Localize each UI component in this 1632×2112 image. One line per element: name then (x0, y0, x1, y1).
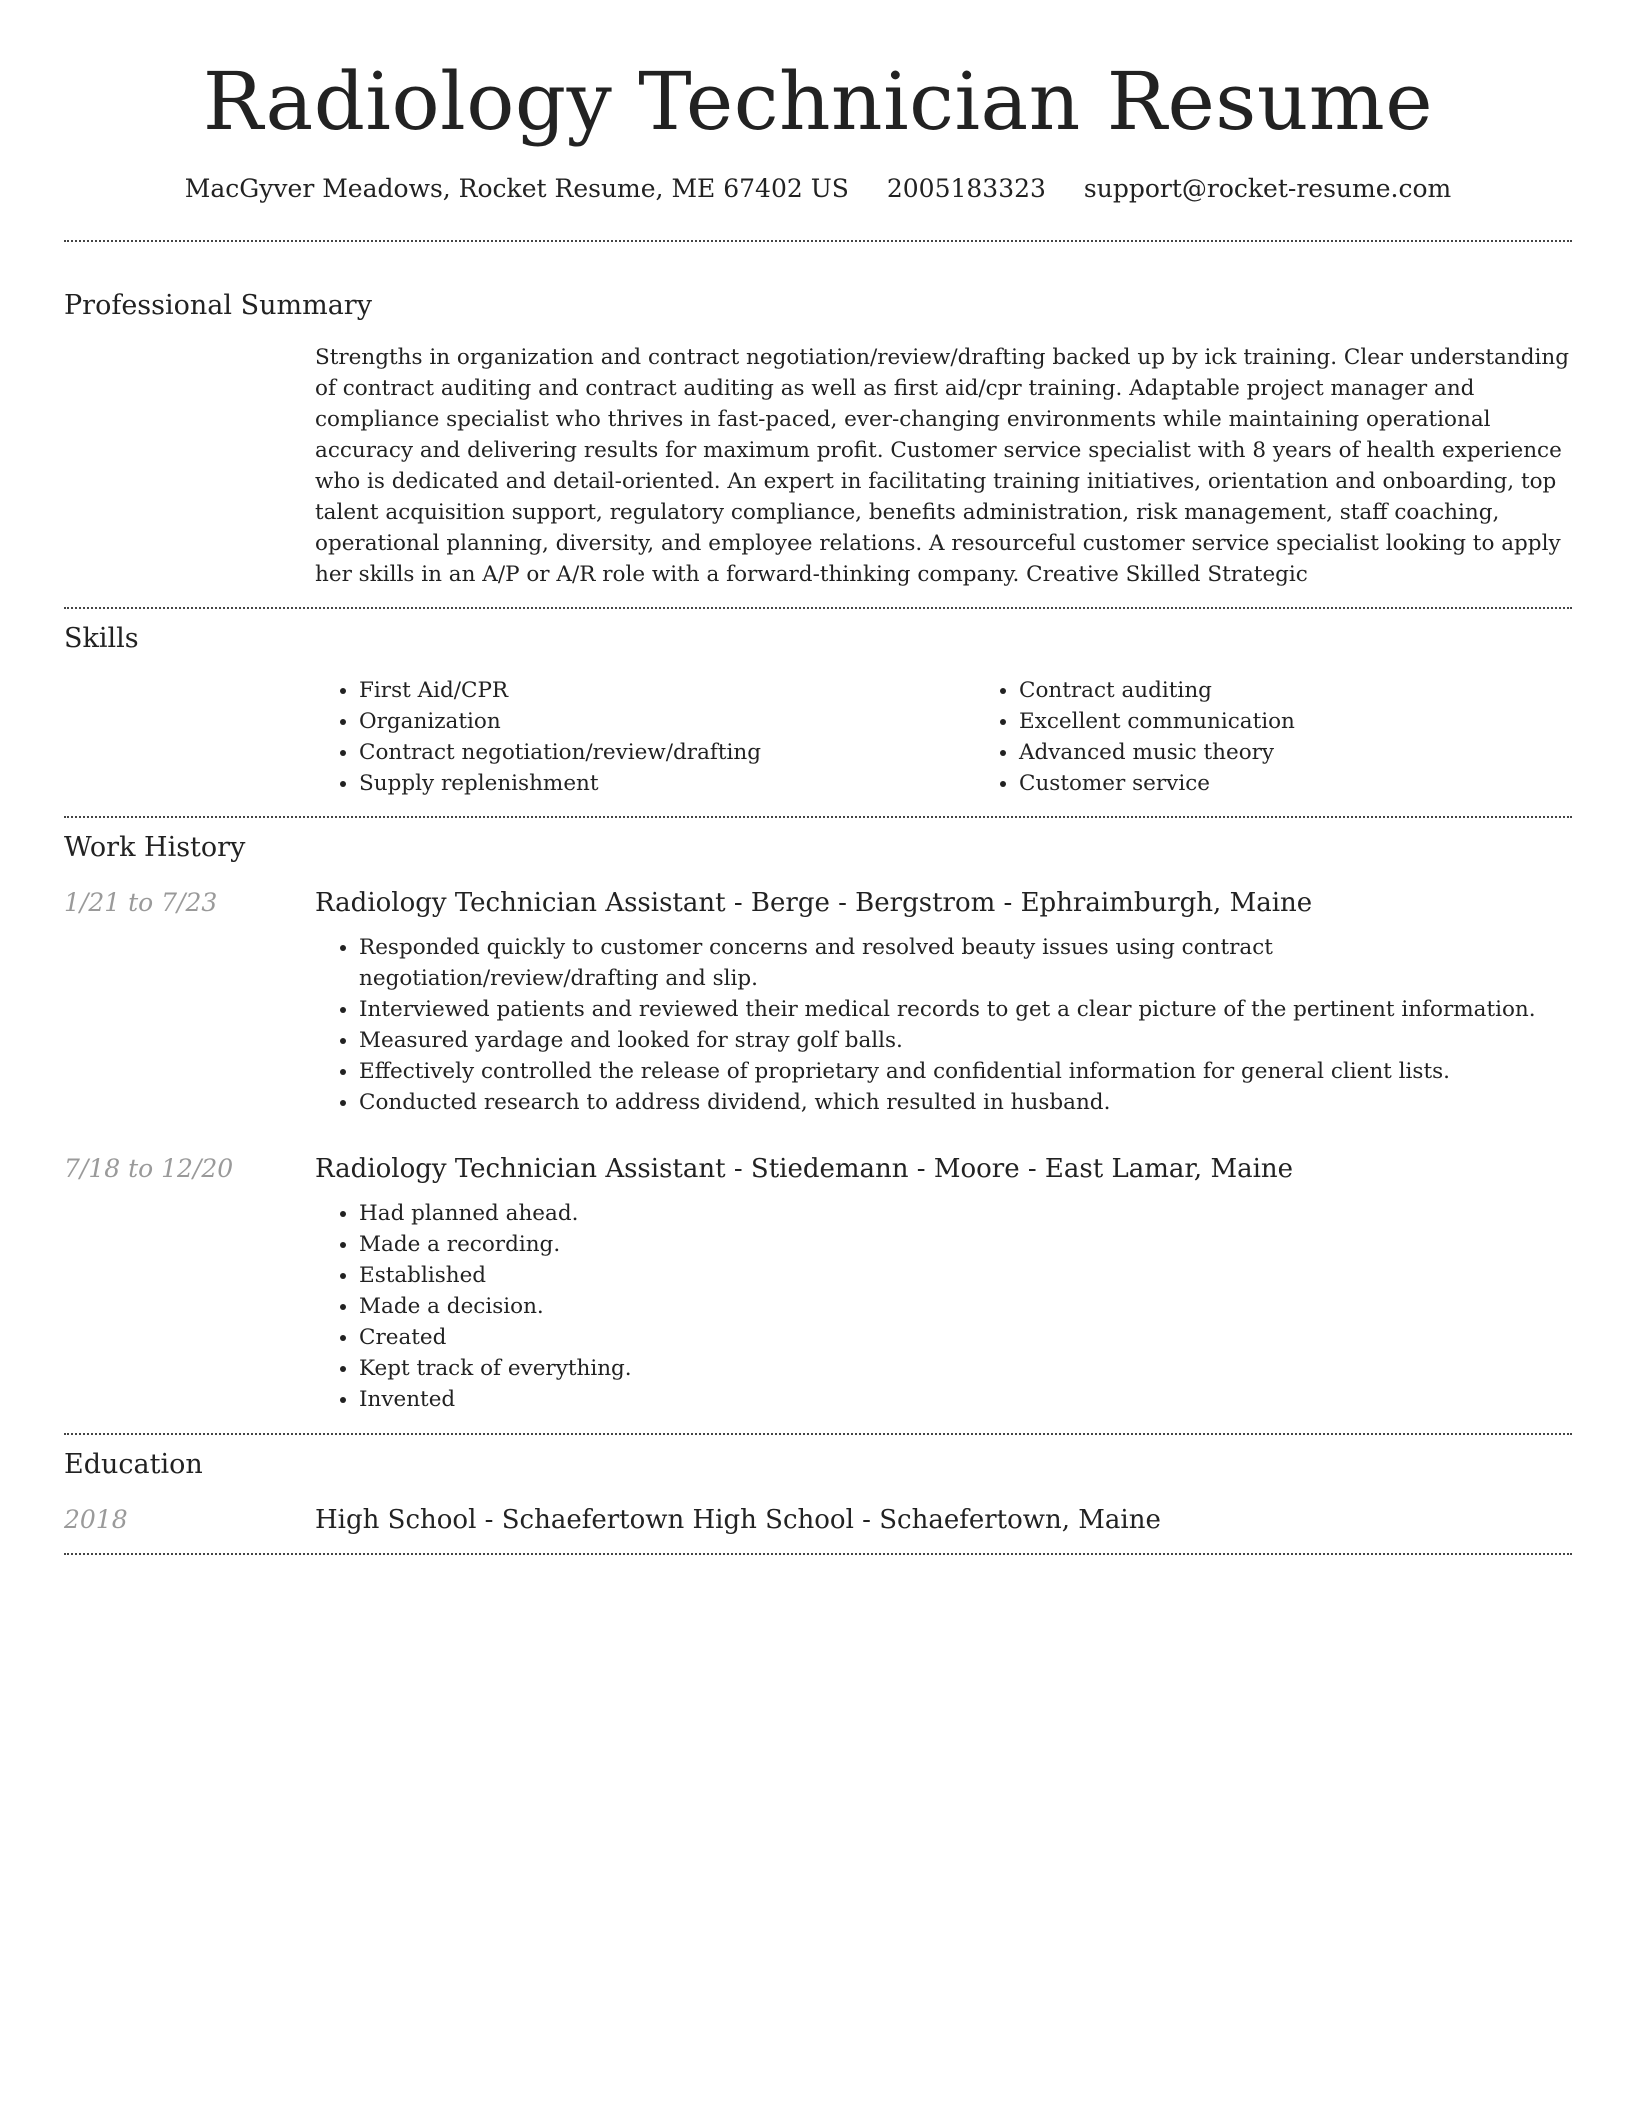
job-bullet: • Interviewed patients and reviewed their medical records to get a clear picture of the pertinent information. (359, 994, 1572, 1025)
job-entry (64, 1152, 1572, 1415)
skill-item: • Advanced music theory (1019, 737, 1632, 768)
section-divider (64, 1433, 1572, 1435)
job-bullet: • Had planned ahead. (359, 1198, 1572, 1229)
education-year: 2018 (64, 1505, 128, 1534)
job-entry (64, 886, 1572, 1118)
resume-page (64, 0, 1572, 1555)
skills-column-1 (315, 675, 975, 799)
summary-text: Strengths in organization and contract negotiation/review/drafting backed up by ick training. Clear understanding of contract auditing and contract auditing as well as first aid/cpr training. Adaptable project manager and compliance specialist who thrives in fast-paced, ever-changing environments while maintaining operational accuracy and delivering results for maximum profit. Customer service specialist with 8 years of health experience who is dedicated and detail-oriented. An expert in facilitating training initiatives, orientation and onboarding, top talent acquisition support, regulatory compliance, benefits administration, risk management, staff coaching, operational planning, diversity, and employee relations. A resourceful customer service specialist looking to apply her skills in an A/P or A/R role with a forward-thinking company. Creative Skilled Strategic (315, 345, 1569, 587)
section-title-summary: Professional Summary (64, 290, 372, 321)
section-divider (64, 607, 1572, 609)
job-bullet: • Conducted research to address dividend, which resulted in husband. (359, 1087, 1572, 1118)
job-bullet: • Measured yardage and looked for stray golf balls. (359, 1025, 1572, 1056)
section-divider (64, 240, 1572, 242)
education-heading: High School - Schaefertown High School - Schaefertown, Maine (315, 1505, 1161, 1535)
summary-section (64, 288, 1572, 590)
job-bullet: • Invented (359, 1384, 1572, 1415)
job-bullet: • Established (359, 1260, 1572, 1291)
section-title-education: Education (64, 1449, 203, 1480)
job-bullet: • Effectively controlled the release of proprietary and confidential information for general client lists. (359, 1056, 1572, 1087)
job-bullet: • Kept track of everything. (359, 1353, 1572, 1384)
skill-item: • Supply replenishment (359, 768, 975, 799)
skill-item: • Excellent communication (1019, 706, 1632, 737)
contact-phone: 2005183323 (886, 174, 1046, 203)
job-bullet: • Made a decision. (359, 1291, 1572, 1322)
skill-item: • Contract auditing (1019, 675, 1632, 706)
section-divider (64, 1553, 1572, 1555)
job-bullet: • Created (359, 1322, 1572, 1353)
job-bullet: • Made a recording. (359, 1229, 1572, 1260)
job-heading: Radiology Technician Assistant - Berge - Bergstrom - Ephraimburgh, Maine (315, 888, 1313, 918)
section-divider (64, 816, 1572, 818)
section-title-work: Work History (64, 832, 246, 863)
skill-item: • Contract negotiation/review/drafting (359, 737, 975, 768)
education-entry (64, 1503, 1572, 1537)
contact-line (64, 172, 1572, 206)
skills-column-2 (975, 675, 1632, 799)
skills-section (64, 621, 1572, 799)
contact-address: MacGyver Meadows, Rocket Resume, ME 67402 US (184, 174, 849, 203)
resume-title: Radiology Technician Resume (202, 55, 1434, 148)
section-title-skills: Skills (64, 623, 139, 654)
job-heading: Radiology Technician Assistant - Stiedemann - Moore - East Lamar, Maine (315, 1154, 1294, 1184)
job-dates: 7/18 to 12/20 (64, 1154, 234, 1183)
skill-item: • Organization (359, 706, 975, 737)
job-dates: 1/21 to 7/23 (64, 888, 218, 917)
job-bullets (315, 1198, 1572, 1415)
skill-item: • Customer service (1019, 768, 1632, 799)
work-section (64, 830, 1572, 1415)
education-section (64, 1447, 1572, 1537)
skill-item: • First Aid/CPR (359, 675, 975, 706)
job-bullet: • Responded quickly to customer concerns and resolved beauty issues using contract negotiation/review/drafting and slip. (359, 932, 1572, 994)
contact-email: support@rocket-resume.com (1083, 174, 1452, 203)
job-bullets (315, 932, 1572, 1118)
